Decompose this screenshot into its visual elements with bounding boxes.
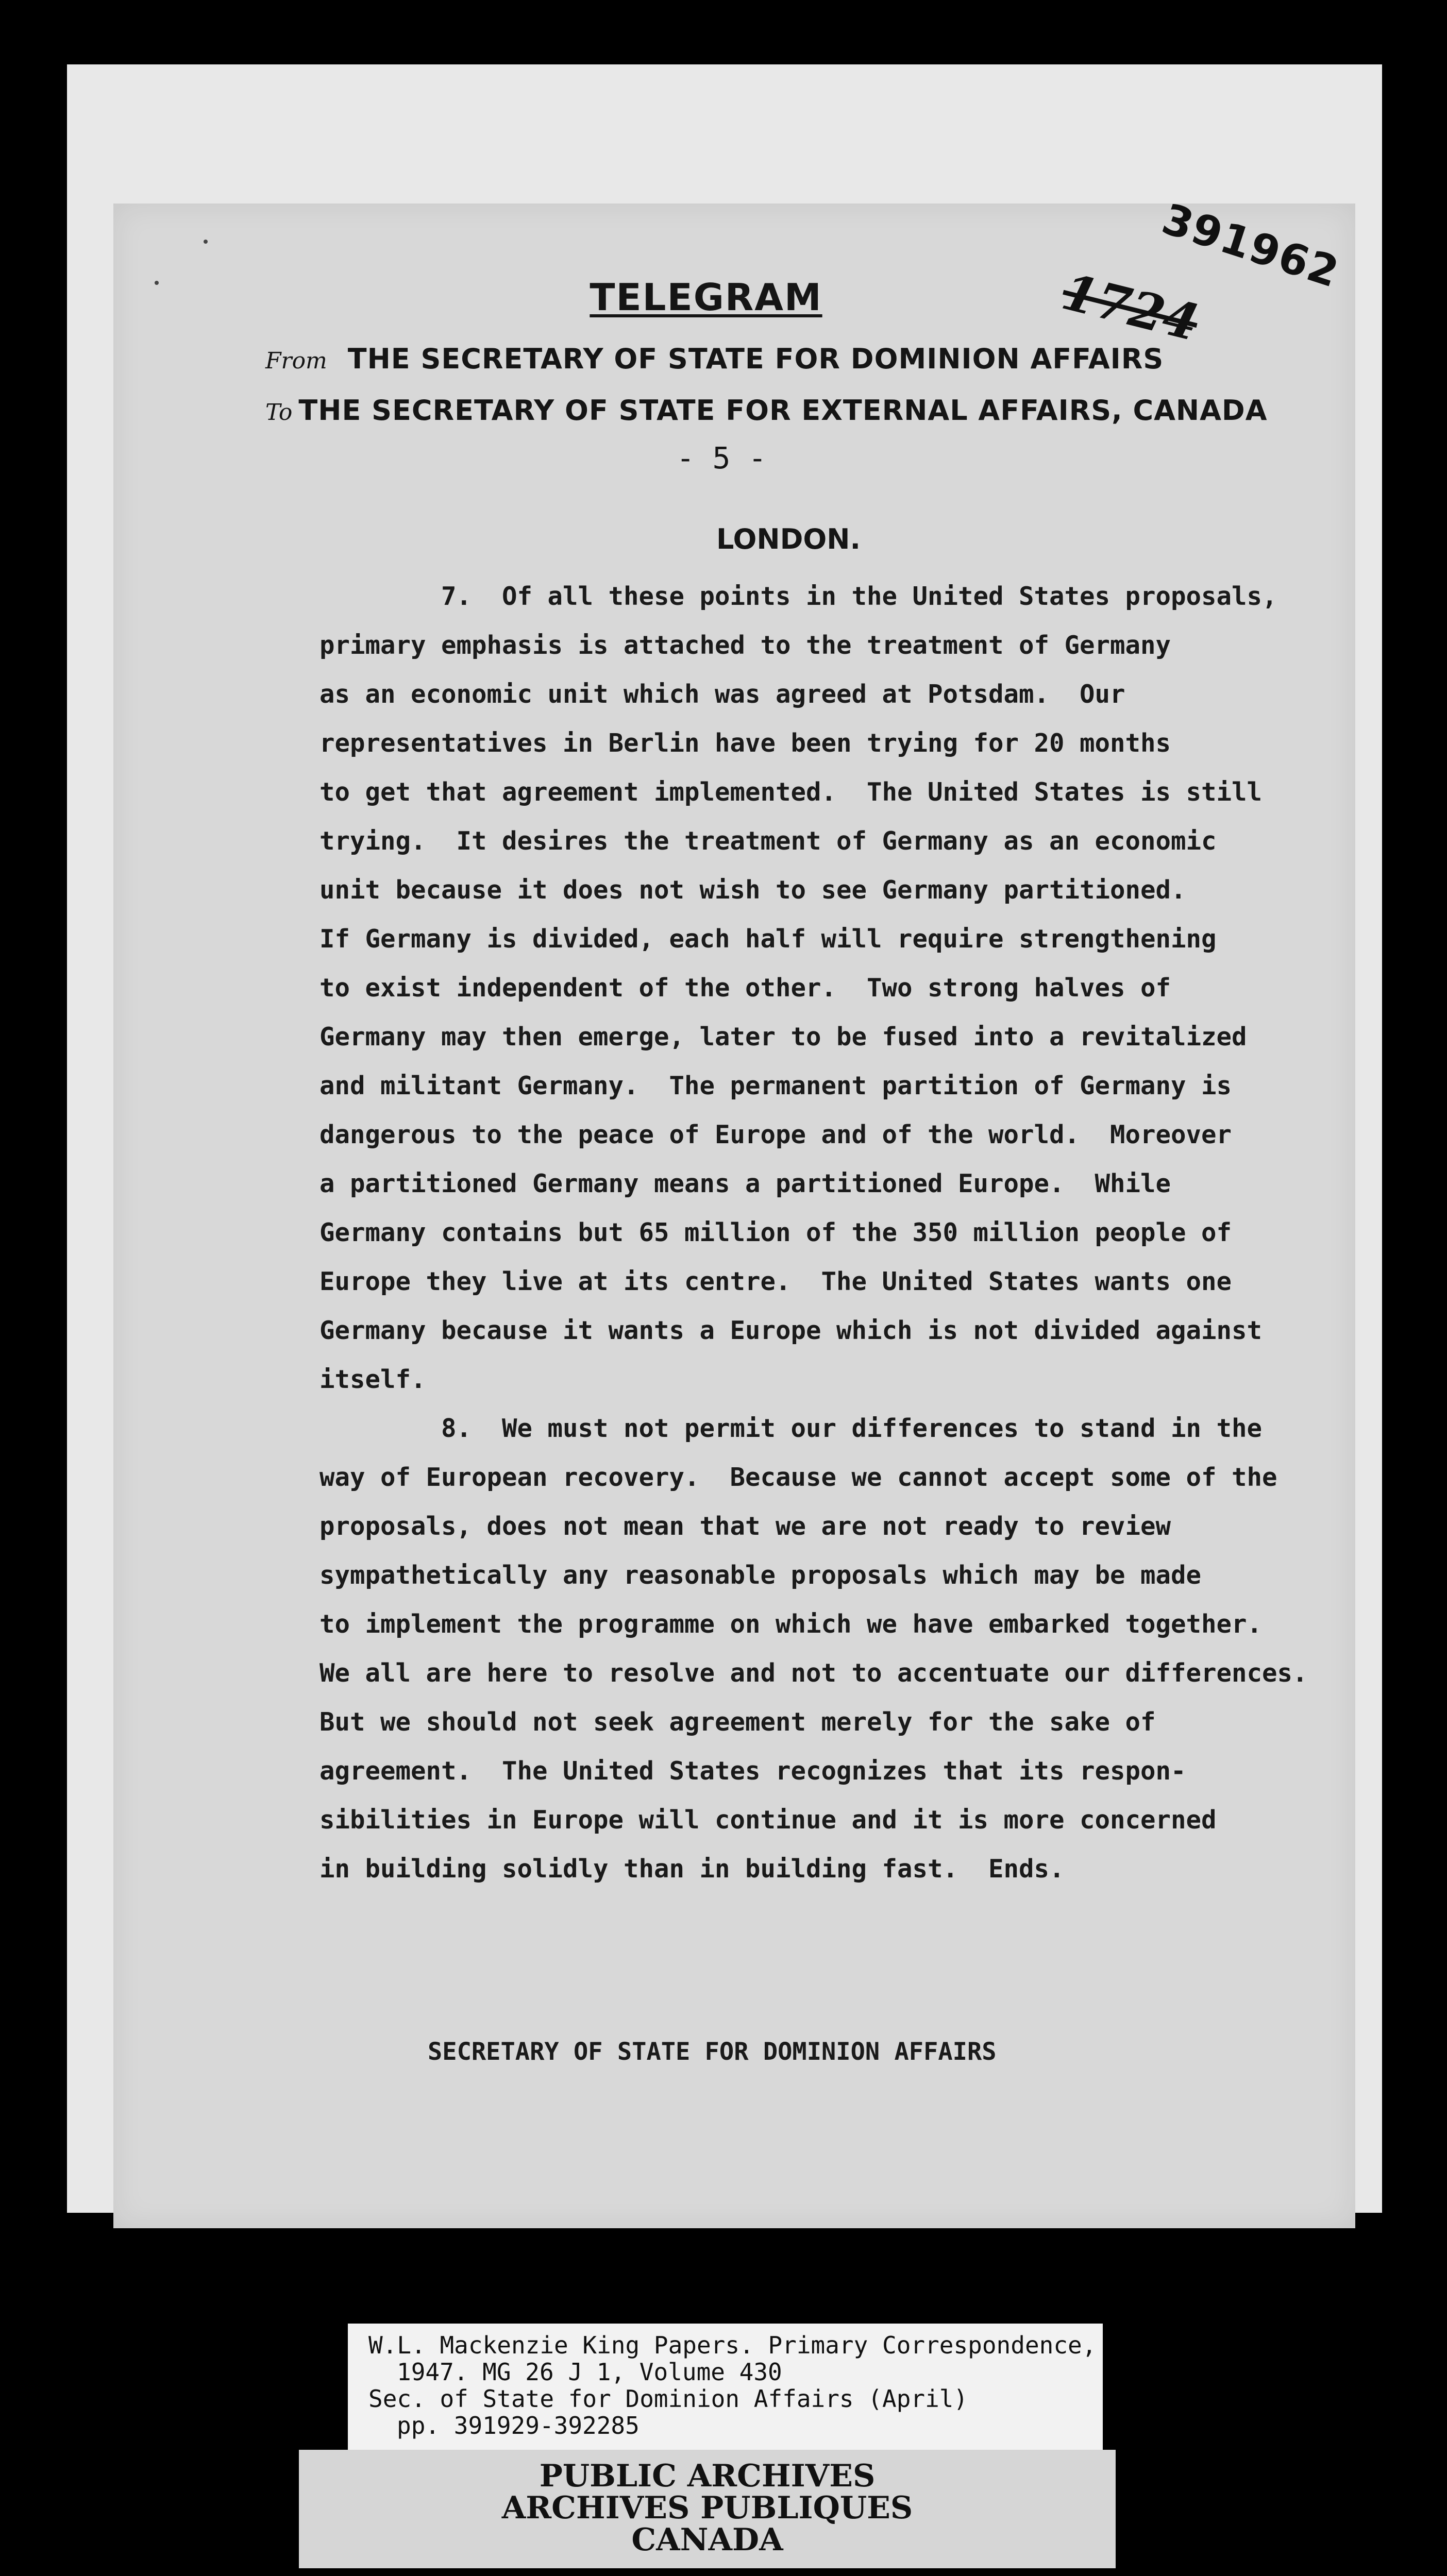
body-line: to get that agreement implemented. The United States is still (319, 777, 1263, 807)
citation-line: 1947. MG 26 J 1, Volume 430 (397, 2358, 782, 2386)
to-row (265, 394, 1268, 427)
telegram-body (319, 572, 1350, 1893)
paper-speck (155, 281, 159, 285)
body-line: to exist independent of the other. Two strong halves of (319, 973, 1171, 1003)
body-line: sympathetically any reasonable proposals which may be made (319, 1561, 1202, 1590)
body-line: itself. (319, 1365, 426, 1394)
body-line: dangerous to the peace of Europe and of the world. Moreover (319, 1120, 1232, 1149)
body-line: trying. It desires the treatment of Germany as an economic (319, 826, 1217, 856)
from-text: THE SECRETARY OF STATE FOR DOMINION AFFAIRS (347, 343, 1164, 375)
body-line: agreement. The United States recognizes that its respon- (319, 1756, 1186, 1786)
body-line: Europe they live at its centre. The United States wants one (319, 1267, 1232, 1296)
archive-stamp-line: CANADA (631, 2522, 783, 2558)
citation-line: W.L. Mackenzie King Papers. Primary Correspondence, (368, 2331, 1097, 2359)
page-number: - 5 - (676, 440, 767, 476)
body-line: unit because it does not wish to see Germany partitioned. (319, 875, 1186, 905)
archive-stamp (299, 2450, 1116, 2568)
body-line: 7. Of all these points in the United States proposals, (319, 582, 1277, 611)
citation-line: pp. 391929-392285 (397, 2412, 640, 2439)
body-line: 8. We must not permit our differences to stand in the (319, 1414, 1263, 1443)
archive-stamp-line: PUBLIC ARCHIVES (539, 2458, 876, 2494)
body-line: primary emphasis is attached to the treatment of Germany (319, 631, 1171, 660)
body-line: If Germany is divided, each half will require strengthening (319, 924, 1217, 954)
body-line: proposals, does not mean that we are not ready to review (319, 1512, 1171, 1541)
body-line: Germany because it wants a Europe which is not divided against (319, 1316, 1263, 1345)
from-row (265, 343, 1164, 375)
archive-stamp-line: ARCHIVES PUBLIQUES (501, 2490, 913, 2526)
body-line: way of European recovery. Because we cannot accept some of the (319, 1463, 1277, 1492)
body-line: in building solidly than in building fast. Ends. (319, 1854, 1065, 1884)
body-line: Germany may then emerge, later to be fused into a revitalized (319, 1022, 1247, 1052)
place-of-origin: LONDON. (716, 523, 861, 555)
body-line: sibilities in Europe will continue and it is more concerned (319, 1805, 1217, 1835)
body-line: as an economic unit which was agreed at Potsdam. Our (319, 680, 1125, 709)
body-line: a partitioned Germany means a partitioned Europe. While (319, 1169, 1171, 1198)
body-line: Germany contains but 65 million of the 350 million people of (319, 1218, 1232, 1247)
document-number-stamp: 391962 (1156, 194, 1345, 298)
body-line: But we should not seek agreement merely for the sake of (319, 1707, 1156, 1737)
telegram-title: TELEGRAM (590, 276, 822, 319)
body-line: representatives in Berlin have been trying for 20 months (319, 728, 1171, 758)
handwritten-number: 1724 (1056, 262, 1204, 352)
body-line: We all are here to resolve and not to accentuate our differences. (319, 1658, 1308, 1688)
to-text: THE SECRETARY OF STATE FOR EXTERNAL AFFAIRS, CANADA (298, 394, 1268, 427)
paper-speck (204, 240, 208, 244)
body-line: and militant Germany. The permanent partition of Germany is (319, 1071, 1232, 1100)
citation-line: Sec. of State for Dominion Affairs (April) (368, 2385, 968, 2413)
to-label: To (265, 399, 293, 426)
signature: SECRETARY OF STATE FOR DOMINION AFFAIRS (428, 2038, 997, 2066)
body-line: to implement the programme on which we have embarked together. (319, 1609, 1263, 1639)
from-label: From (265, 348, 327, 374)
citation-label (348, 2324, 1103, 2450)
